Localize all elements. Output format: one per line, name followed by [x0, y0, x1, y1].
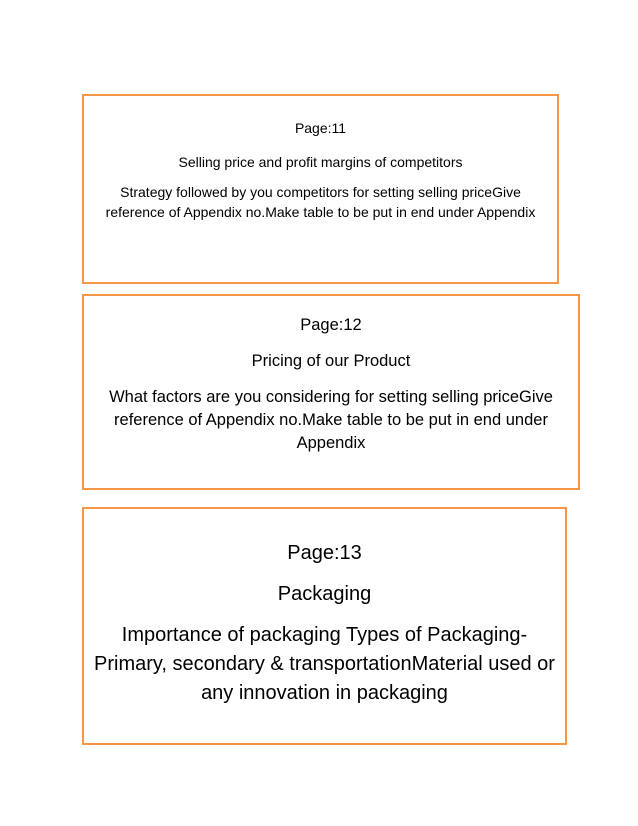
page-13-box — [82, 507, 567, 745]
page-12-box — [82, 294, 580, 490]
page-12-title: Pricing of our Product — [251, 352, 411, 370]
page-11-title: Selling price and profit margins of competitors — [178, 154, 463, 170]
page-13-body: Importance of packaging Types of Packaging-Primary, secondary & transportationMaterial used or any innovation in packaging — [94, 624, 555, 704]
page-13-heading: Page:13 — [287, 542, 362, 564]
page-13-title: Packaging — [277, 583, 372, 605]
page-12-body: What factors are you considering for setting selling priceGive reference of Appendix no.Make table to be put in end under Appendix — [109, 388, 553, 452]
page-11-box — [82, 94, 559, 284]
page-11-heading: Page:11 — [294, 120, 347, 136]
page-11-body: Strategy followed by you competitors for setting selling priceGive reference of Appendix no.Make table to be put in end under Appendix — [105, 184, 536, 220]
page-12-heading: Page:12 — [300, 316, 362, 334]
